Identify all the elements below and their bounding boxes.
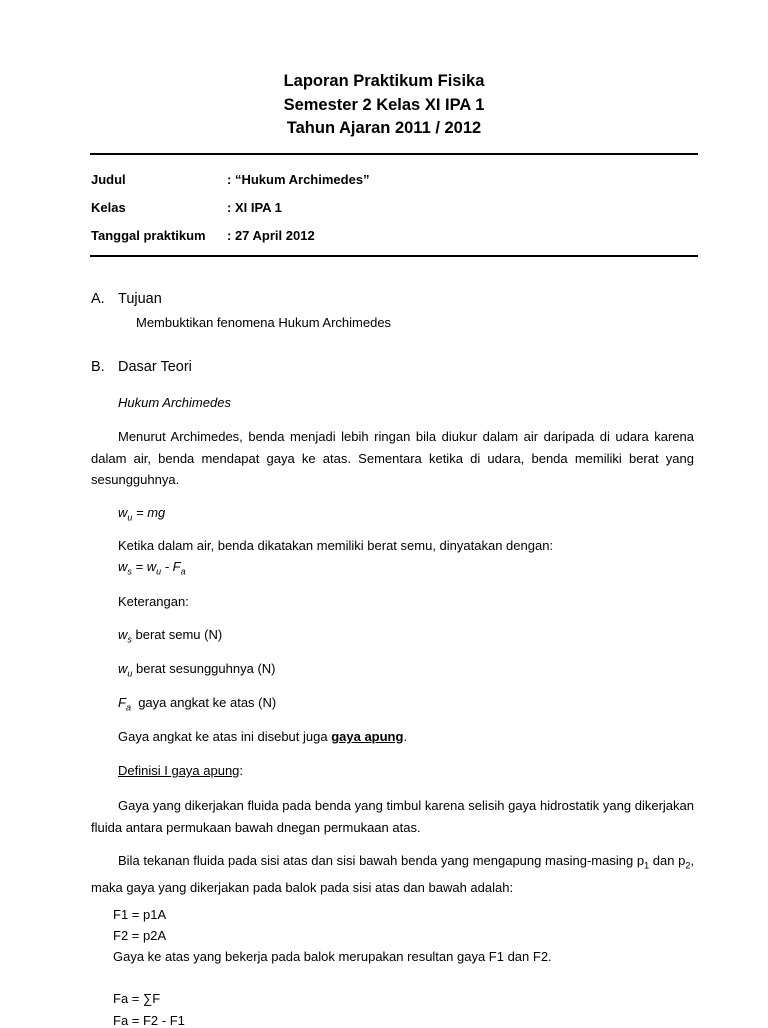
paragraph-tekanan: Bila tekanan fluida pada sisi atas dan sisi bawah benda yang mengapung masing-masing $p_1$ dan $p_2$, maka gaya yang dikerjakan pada balok pada sisi atas dan bawah adalah:	[91, 853, 694, 896]
section-b-letter: B.	[91, 359, 105, 375]
section-b-title: Dasar Teori	[118, 359, 192, 375]
section-a-letter: A.	[91, 291, 105, 307]
keterangan-label: Keterangan:	[118, 594, 189, 609]
meta-label-tanggal: Tanggal praktikum	[91, 228, 206, 243]
definisi-heading: Definisi I gaya apung:	[118, 763, 244, 778]
meta-value-kelas: : XI IPA 1	[227, 200, 282, 215]
meta-label-kelas: Kelas	[91, 200, 126, 215]
equation-fa-diff: Fa = F2 - F1	[113, 1013, 185, 1028]
keterangan-wu: $w_u$ berat sesungguhnya (N)	[118, 661, 276, 679]
equation-wu: $w_u$ = mg	[118, 505, 166, 523]
line-gaya-apung: Gaya angkat ke atas ini disebut juga gaya apung.	[118, 729, 408, 744]
subtitle-hukum-archimedes: Hukum Archimedes	[118, 395, 231, 410]
meta-value-tanggal: : 27 April 2012	[227, 228, 315, 243]
line-resultan: Gaya ke atas yang bekerja pada balok merupakan resultan gaya F1 dan F2.	[113, 949, 552, 964]
section-a-title: Tujuan	[118, 291, 162, 307]
bottom-divider	[90, 255, 698, 257]
keterangan-fa: $F_a$ gaya angkat ke atas (N)	[118, 695, 277, 713]
section-a-body: Membuktikan fenomena Hukum Archimedes	[136, 315, 392, 330]
equation-f2: F2 = p2A	[113, 928, 167, 943]
equation-f1: F1 = p1A	[113, 907, 167, 922]
meta-value-judul: : “Hukum Archimedes”	[227, 172, 370, 187]
keterangan-ws: $w_s$ berat semu (N)	[118, 627, 223, 645]
paragraph-definisi: Gaya yang dikerjakan fluida pada benda yang timbul karena selisih gaya hidrostatik yang dikerjakan fluida antara permukaan bawah dnegan permukaan atas.	[91, 798, 694, 835]
top-divider	[90, 153, 698, 155]
title-line-3: Tahun Ajaran 2011 / 2012	[286, 119, 482, 137]
equation-fa-sum: Fa = ∑F	[113, 991, 161, 1006]
title-line-1: Laporan Praktikum Fisika	[283, 72, 485, 90]
title-line-2: Semester 2 Kelas XI IPA 1	[283, 95, 485, 114]
line-berat-semu: Ketika dalam air, benda dikatakan memiliki berat semu, dinyatakan dengan:	[118, 538, 554, 553]
meta-label-judul: Judul	[91, 172, 126, 187]
equation-ws: $w_s = w_u - F_a$	[118, 559, 186, 577]
report-title	[0, 70, 768, 141]
paragraph-archimedes: Menurut Archimedes, benda menjadi lebih ringan bila diukur dalam air daripada di udara karena dalam air, benda mendapat gaya ke atas. Sementara ketika di udara, benda memiliki berat yang sesungguhnya.	[91, 429, 694, 487]
